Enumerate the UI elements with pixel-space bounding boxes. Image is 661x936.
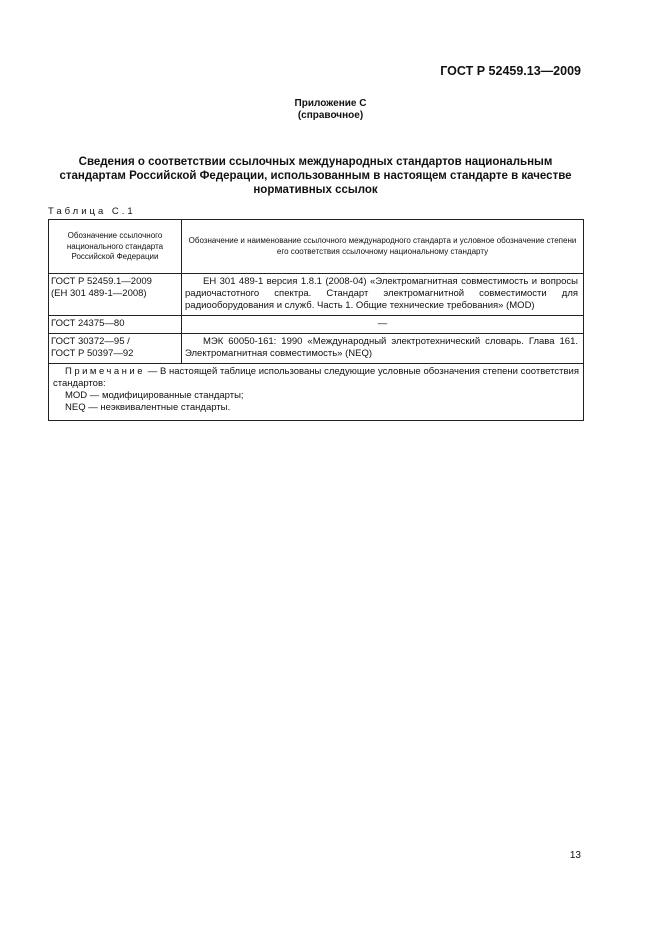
gost-code: (ЕН 301 489-1—2008) (51, 287, 147, 299)
standard-description: МЭК 60050-161: 1990 «Международный электротехнический словарь. Глава 161. Электромагнитная совместимость» (NEQ) (185, 335, 578, 359)
table-note (49, 363, 584, 420)
national-standard-cell (49, 273, 182, 315)
section-heading: Сведения о соответствии ссылочных международных стандартов национальным стандартам Российской Федерации, использованным в настоящем стандарте в качестве нормативных ссылок (59, 156, 572, 196)
note-label: Примечание (65, 365, 145, 377)
international-standard-cell (182, 315, 584, 333)
appendix-subtitle: (справочное) (297, 110, 364, 121)
note-body: — В настоящей таблице использованы следующие условные обозначения степени соответствия стандартов: (53, 365, 579, 389)
table-row (49, 333, 584, 363)
gost-code: ГОСТ 24375—80 (51, 317, 125, 329)
table-caption: Таблица С.1 (48, 206, 136, 217)
note-text (53, 366, 579, 390)
gost-code: ГОСТ Р 52459.1—2009 (51, 275, 152, 287)
gost-code: ГОСТ Р 50397—92 (51, 347, 134, 359)
national-standard-cell (49, 315, 182, 333)
standard-description: ЕН 301 489-1 версия 1.8.1 (2008-04) «Электромагнитная совместимость и вопросы радиочастотного спектра. Стандарт электромагнитной совместимости для радиооборудования и служб. Часть 1. Общие технические требования» (MOD) (185, 275, 578, 311)
national-standard-cell (49, 333, 182, 363)
table-row (49, 315, 584, 333)
standard-description: — (377, 317, 388, 329)
table-note-row (49, 363, 584, 420)
gost-code: ГОСТ 30372—95 / (51, 335, 130, 347)
table-row (49, 273, 584, 315)
reference-table (48, 219, 584, 421)
international-standard-cell (182, 333, 584, 363)
document-code: ГОСТ Р 52459.13—2009 (440, 64, 581, 78)
page-number: 13 (569, 850, 581, 861)
table-header-row (49, 220, 584, 274)
header-international-standard: Обозначение и наименование ссылочного международного стандарта и условное обозначение степени его соответствия ссылочному национальному стандарту (182, 220, 584, 274)
appendix-heading (0, 98, 661, 122)
header-national-standard: Обозначение ссылочного национального стандарта Российской Федерации (49, 220, 182, 274)
international-standard-cell (182, 273, 584, 315)
note-item: MOD — модифицированные стандарты; (65, 389, 244, 401)
note-item: NEQ — неэквивалентные стандарты. (65, 401, 231, 413)
appendix-title: Приложение С (294, 98, 367, 109)
